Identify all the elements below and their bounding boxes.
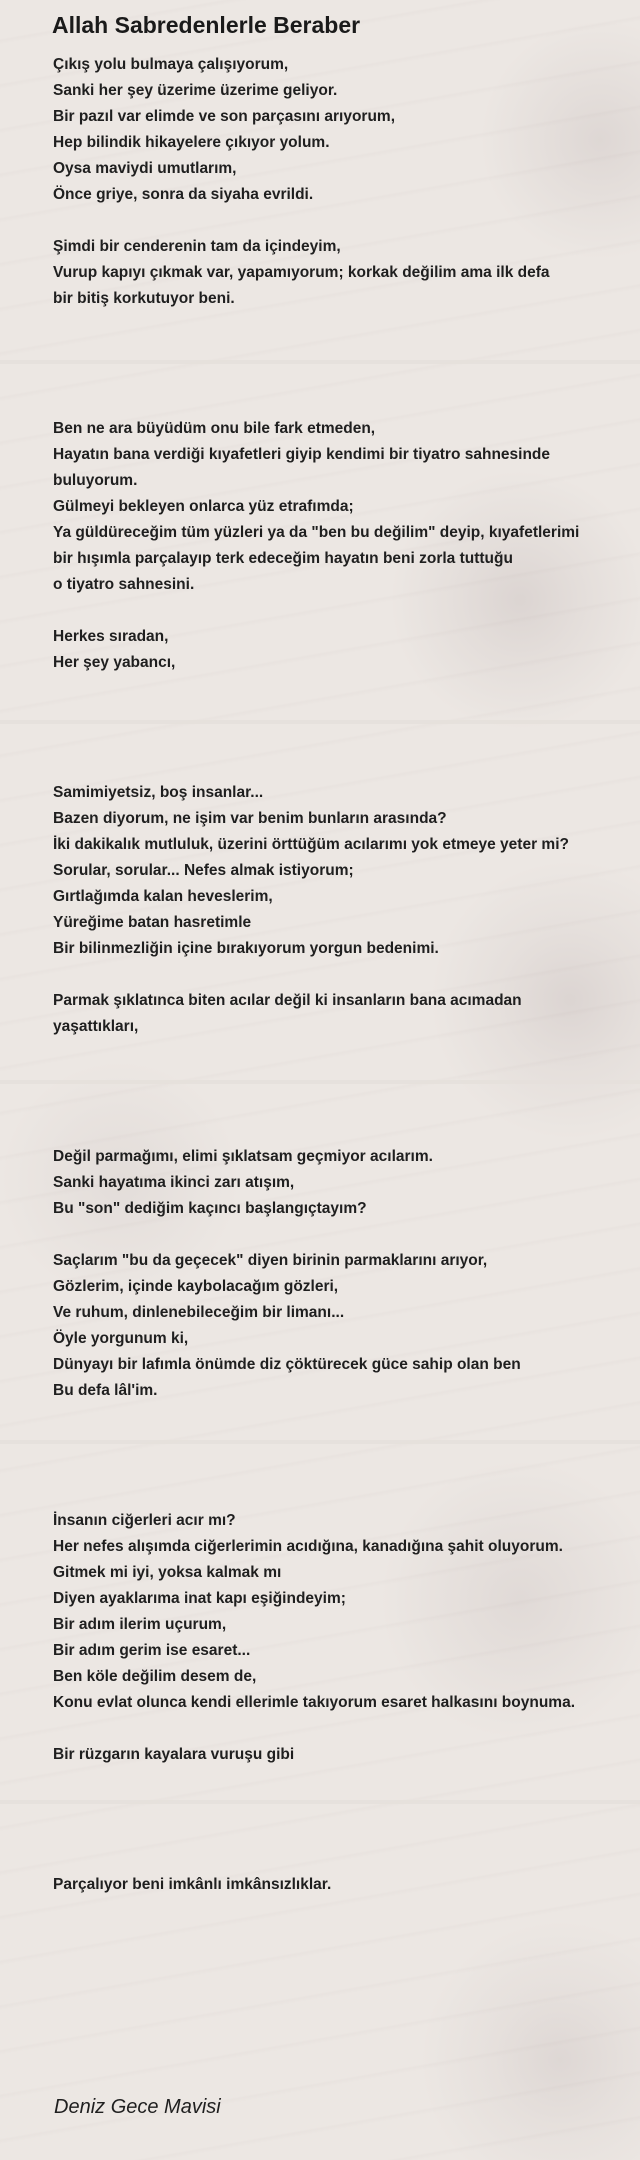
poem-line: İnsanın ciğerleri acır mı? [53, 1512, 236, 1529]
poem-line: Konu evlat olunca kendi ellerimle takıyorum esaret halkasını boynuma. [53, 1694, 576, 1711]
poem-line: Gitmek mi iyi, yoksa kalmak mı [53, 1564, 282, 1581]
poem-line: Parmak şıklatınca biten acılar değil ki insanların bana acımadan [53, 992, 522, 1009]
stanza-break [53, 728, 613, 754]
stanza-break [53, 1066, 613, 1092]
poem-line: Bir adım gerim ise esaret... [53, 1642, 251, 1659]
poem-line: Herkes sıradan, [53, 628, 169, 645]
poem-line: Çıkış yolu bulmaya çalışıyorum, [53, 56, 289, 73]
poem-line: Bu defa lâl'im. [53, 1382, 158, 1399]
poem-line: buluyorum. [53, 472, 138, 489]
poem-line: bir bitiş korkutuyor beni. [53, 290, 235, 307]
poem-line: Bir adım ilerim uçurum, [53, 1616, 227, 1633]
poem-line: Gırtlağımda kalan heveslerim, [53, 888, 273, 905]
stanza-break [53, 676, 613, 702]
stanza-break [53, 1716, 613, 1742]
stanza-break [53, 1794, 613, 1820]
poem-line: Gözlerim, içinde kaybolacağım gözleri, [53, 1278, 339, 1295]
poem-body [53, 52, 613, 1898]
poem-line: Değil parmağımı, elimi şıklatsam geçmiyor acılarım. [53, 1148, 433, 1165]
poem-line: Ve ruhum, dinlenebileceğim bir limanı... [53, 1304, 345, 1321]
poem-line: Bazen diyorum, ne işim var benim bunların arasında? [53, 810, 447, 827]
poem-author: Deniz Gece Mavisi [54, 2096, 221, 2118]
stanza-break [53, 1482, 613, 1508]
stanza-break [53, 312, 613, 338]
stanza-break [53, 364, 613, 390]
poem-line: Sanki her şey üzerime üzerime geliyor. [53, 82, 338, 99]
poem-line: Şimdi bir cenderenin tam da içindeyim, [53, 238, 341, 255]
stanza-break [53, 1820, 613, 1846]
poem-line: Gülmeyi bekleyen onlarca yüz etrafımda; [53, 498, 354, 515]
stanza-break [53, 208, 613, 234]
stanza-break [53, 390, 613, 416]
poem-line: Öyle yorgunum ki, [53, 1330, 189, 1347]
poem-line: Hep bilindik hikayelere çıkıyor yolum. [53, 134, 330, 151]
poem-line: Bir pazıl var elimde ve son parçasını arıyorum, [53, 108, 395, 125]
poem-line: İki dakikalık mutluluk, üzerini örttüğüm acılarımı yok etmeye yeter mi? [53, 836, 569, 853]
poem-title: Allah Sabredenlerle Beraber [52, 12, 361, 38]
poem-line: Ben köle değilim desem de, [53, 1668, 257, 1685]
poem-line: Hayatın bana verdiği kıyafetleri giyip kendimi bir tiyatro sahnesinde [53, 446, 551, 463]
poem-line: Bu "son" dediğim kaçıncı başlangıçtayım? [53, 1200, 367, 1217]
stanza-break [53, 1456, 613, 1482]
poem-line: Diyen ayaklarıma inat kapı eşiğindeyim; [53, 1590, 346, 1607]
poem-line: bir hışımla parçalayıp terk edeceğim hayatın beni zorla tuttuğu [53, 550, 513, 567]
stanza-break [53, 1430, 613, 1456]
poem-line: Parçalıyor beni imkânlı imkânsızlıklar. [53, 1876, 332, 1893]
stanza-break [53, 1404, 613, 1430]
poem-line: yaşattıkları, [53, 1018, 139, 1035]
poem-line: Sanki hayatıma ikinci zarı atışım, [53, 1174, 295, 1191]
poem-line: Önce griye, sonra da siyaha evrildi. [53, 186, 314, 203]
stanza-break [53, 1118, 613, 1144]
poem-line: o tiyatro sahnesini. [53, 576, 195, 593]
poem-line: Her nefes alışımda ciğerlerimin acıdığına, kanadığına şahit oluyorum. [53, 1538, 563, 1555]
stanza-break [53, 1846, 613, 1872]
poem-line: Ben ne ara büyüdüm onu bile fark etmeden, [53, 420, 376, 437]
stanza-break [53, 1092, 613, 1118]
stanza-break [53, 1040, 613, 1066]
poem-line: Sorular, sorular... Nefes almak istiyorum; [53, 862, 354, 879]
poem-line: Bir rüzgarın kayalara vuruşu gibi [53, 1746, 295, 1763]
stanza-break [53, 1768, 613, 1794]
poem-line: Samimiyetsiz, boş insanlar... [53, 784, 264, 801]
poem-line: Saçlarım "bu da geçecek" diyen birinin parmaklarını arıyor, [53, 1252, 488, 1269]
poem-line: Ya güldüreceğim tüm yüzleri ya da "ben bu değilim" deyip, kıyafetlerimi [53, 524, 580, 541]
poem-line: Oysa maviydi umutlarım, [53, 160, 237, 177]
poem-line: Her şey yabancı, [53, 654, 176, 671]
poem-line: Dünyayı bir lafımla önümde diz çöktürecek güce sahip olan ben [53, 1356, 521, 1373]
poem-line: Vurup kapıyı çıkmak var, yapamıyorum; korkak değilim ama ilk defa [53, 264, 550, 281]
stanza-break [53, 1222, 613, 1248]
stanza-break [53, 338, 613, 364]
stanza-break [53, 962, 613, 988]
stanza-break [53, 702, 613, 728]
stanza-break [53, 598, 613, 624]
poem-line: Yüreğime batan hasretimle [53, 914, 252, 931]
poem-line: Bir bilinmezliğin içine bırakıyorum yorgun bedenimi. [53, 940, 439, 957]
stanza-break [53, 754, 613, 780]
